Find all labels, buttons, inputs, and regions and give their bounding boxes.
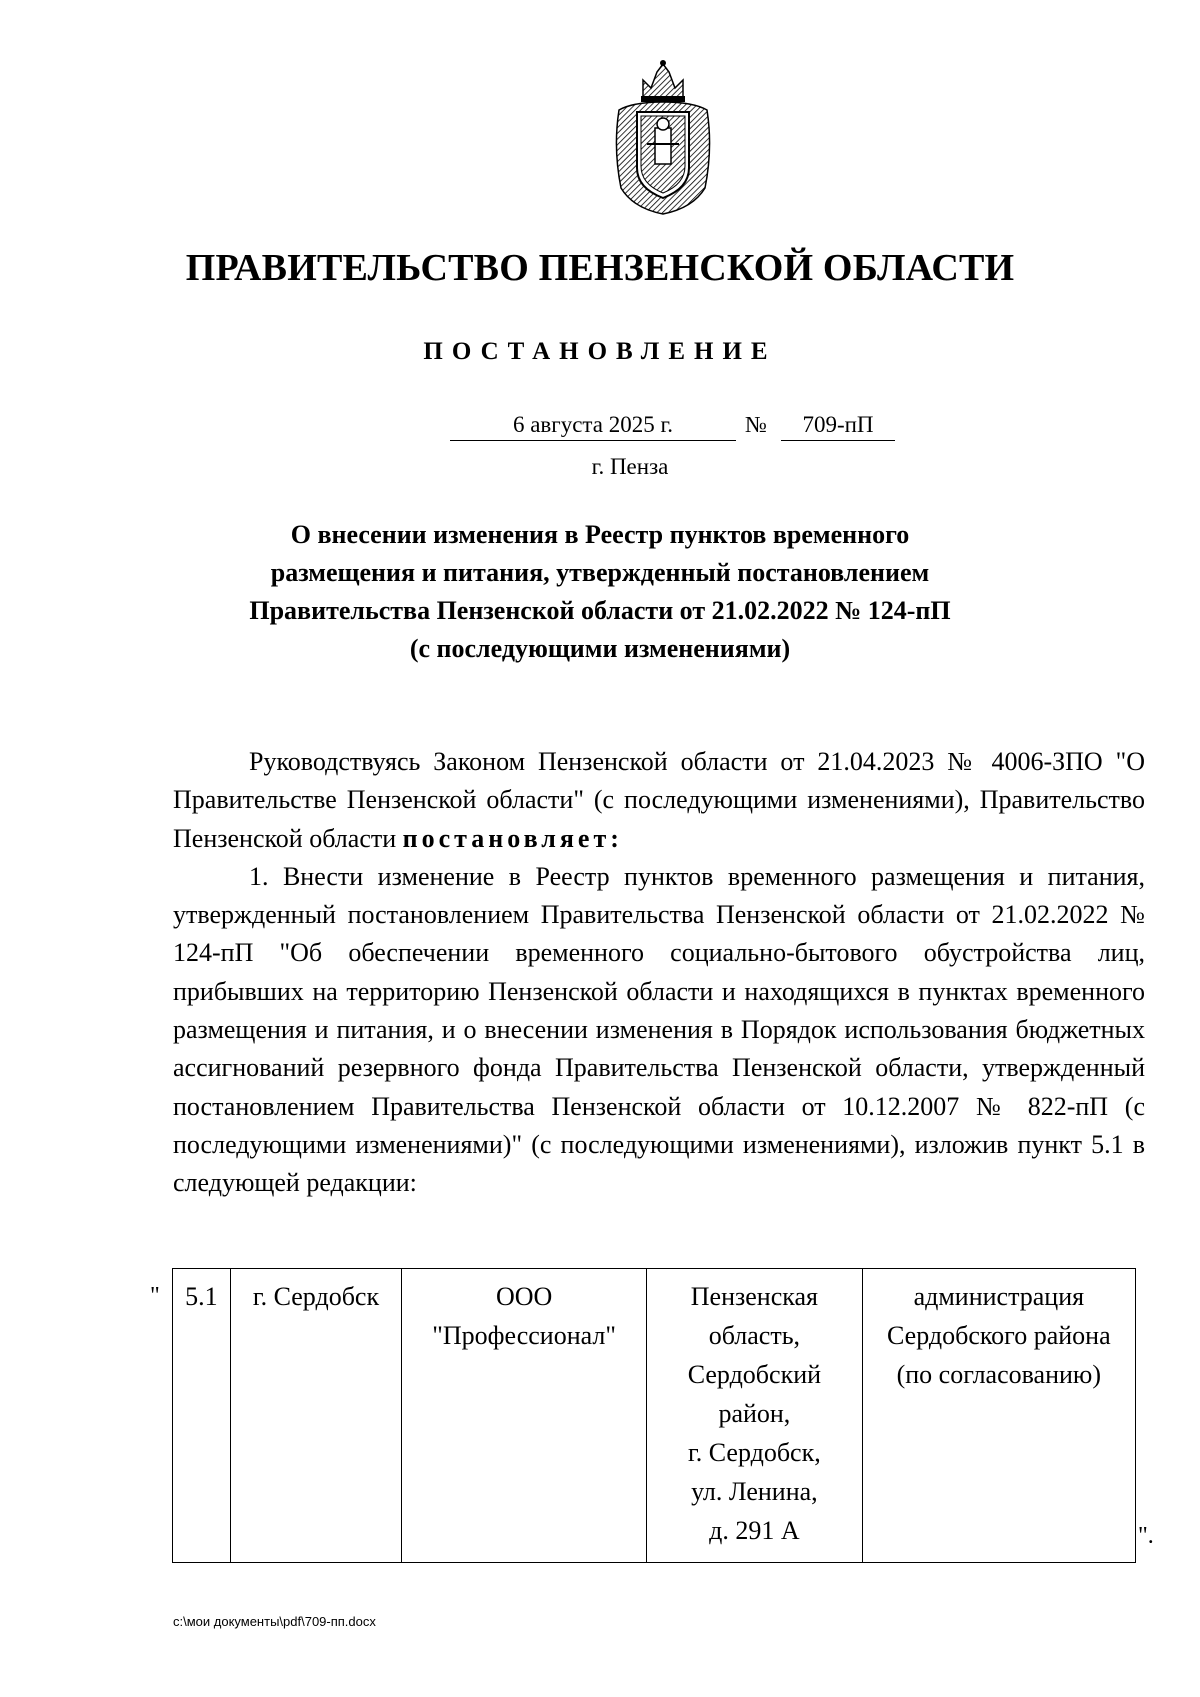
subject-line: размещения и питания, утвержденный постановлением <box>270 558 930 587</box>
cell-organization <box>402 1269 647 1563</box>
item-1-paragraph: 1. Внести изменение в Реестр пунктов временного размещения и питания, утвержденный постановлением Правительства Пензенской области от 21.02.2022 № 124-пП "Об обеспечении временного социально-бытового обустройства лиц, прибывших на территорию Пензенской области и находящихся в пунктах временного размещения и питания, и о внесении изменения в Порядок использования бюджетных ассигнований резервного фонда Правительства Пензенской области, утвержденный постановлением Правительства Пензенской области от 10.12.2007 № 822-пП (с последующими изменениями)" (с последующими изменениями), изложив пункт 5.1 в следующей редакции: <box>173 861 1145 1198</box>
subject-line: О внесении изменения в Реестр пунктов временного <box>290 520 910 549</box>
cell-address <box>647 1269 863 1563</box>
decree-word: постановляет: <box>402 823 623 853</box>
cell-line: "Профессионал" <box>432 1321 616 1350</box>
cell-administration <box>862 1269 1135 1563</box>
cell-line: ООО <box>495 1282 553 1311</box>
decree-number: 709-пП <box>781 412 895 441</box>
cell-line: (по согласованию) <box>896 1360 1102 1389</box>
decree-subject <box>230 516 970 668</box>
subject-line: (с последующими изменениями) <box>409 634 791 663</box>
cell-line: ул. Ленина, <box>691 1477 818 1506</box>
cell-line: д. 291 А <box>709 1516 800 1545</box>
decree-body <box>173 743 1145 1203</box>
cell-line: г. Сердобск, <box>688 1438 821 1467</box>
decree-date: 6 августа 2025 г. <box>450 412 736 441</box>
cell-city: г. Сердобск <box>230 1269 401 1563</box>
coat-of-arms-emblem <box>613 58 713 216</box>
closing-quote: ". <box>1138 1523 1154 1549</box>
cell-line: район, <box>718 1399 791 1428</box>
cell-line: Сердобский <box>687 1360 822 1389</box>
cell-line: администрация <box>913 1282 1085 1311</box>
table-row <box>173 1269 1136 1563</box>
number-sign: № <box>745 412 767 437</box>
document-type-heading: ПОСТАНОВЛЕНИЕ <box>423 338 777 365</box>
cell-line: область, <box>708 1321 801 1350</box>
cell-line: Сердобского района <box>887 1321 1111 1350</box>
subject-line: Правительства Пензенской области от 21.02.2022 № 124-пП <box>249 596 951 625</box>
issue-city: г. Пенза <box>591 454 669 479</box>
government-title: ПРАВИТЕЛЬСТВО ПЕНЗЕНСКОЙ ОБЛАСТИ <box>185 247 1015 289</box>
opening-quote: " <box>150 1283 160 1309</box>
cell-item-number: 5.1 <box>173 1269 231 1563</box>
registry-table <box>172 1268 1136 1563</box>
file-path-footer: c:\мои документы\pdf\709-пп.docx <box>173 1614 376 1629</box>
preamble-text: Руководствуясь Законом Пензенской области от 21.04.2023 № 4006-ЗПО "О Правительстве Пензенской области" (с последующими изменениями), Правительство Пензенской области <box>173 747 1145 853</box>
cell-line: Пензенская <box>690 1282 818 1311</box>
preamble-paragraph <box>173 743 1145 858</box>
